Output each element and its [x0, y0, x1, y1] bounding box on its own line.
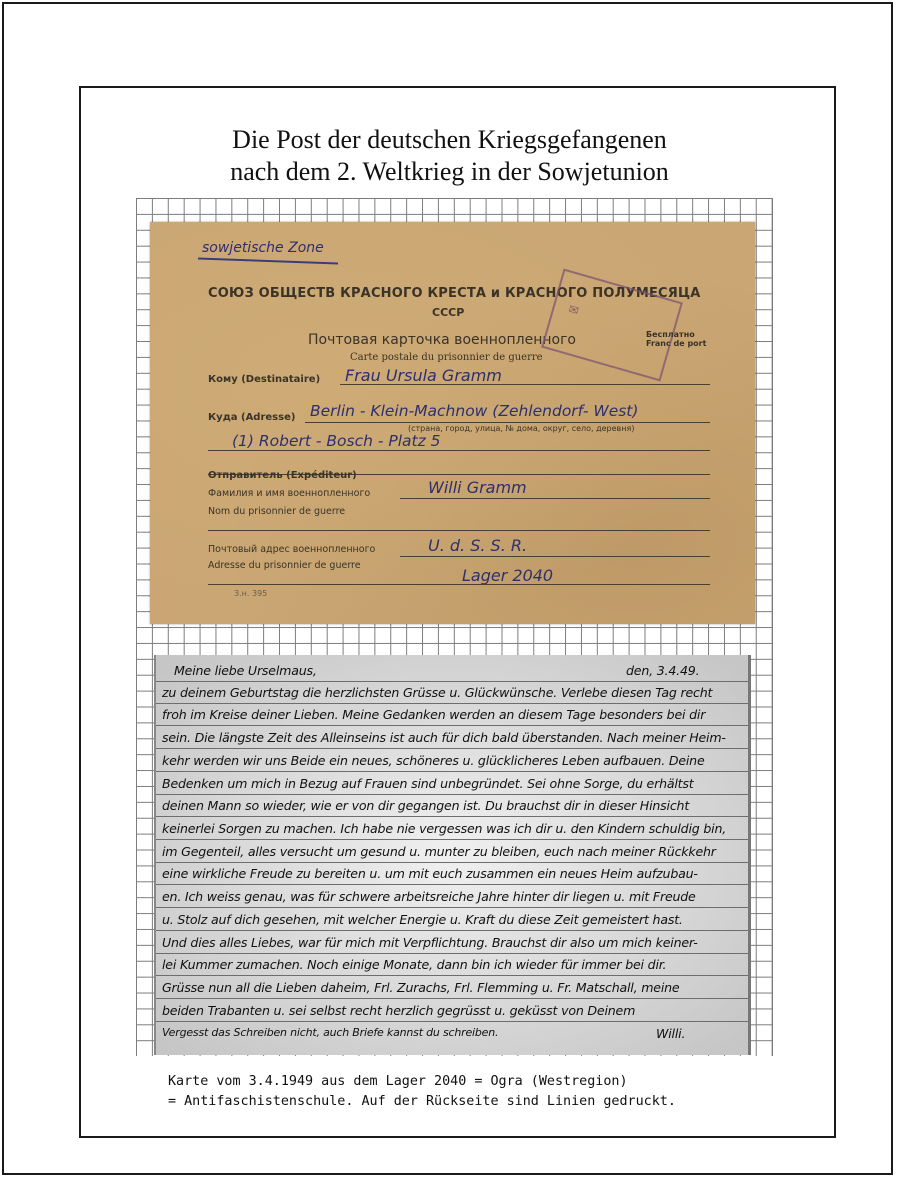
pow-postcard [150, 222, 755, 624]
letter-ruling [156, 975, 748, 976]
zone-note: sowjetische Zone [202, 240, 324, 256]
sender-label: Отправитель (Expéditeur) [208, 470, 357, 481]
letter-ruling [156, 816, 748, 817]
caption [168, 1072, 676, 1112]
letter-line: Und dies alles Liebes, war für mich mit Verpflichtung. Brauchst dir also um mich keiner- [162, 935, 698, 950]
letter-line: eine wirkliche Freude zu bereiten u. um mit euch zusammen ein neues Heim aufzubau- [162, 866, 698, 881]
letter-line: im Gegenteil, alles versucht um gesund u. munter zu bleiben, euch nach meiner Rückkehr [162, 844, 716, 859]
title-line-1: Die Post der deutschen Kriegsgefangenen [232, 125, 667, 154]
letter-line: Bedenken um mich in Bezug auf Frauen sind unbegründet. Sei ohne Sorge, du erhältst [162, 776, 694, 791]
country-header: СССР [432, 306, 465, 319]
letter-ruling [156, 703, 748, 704]
where-hint: (страна, город, улица, № дома, округ, село, деревня) [408, 424, 635, 433]
letter-line: froh im Kreise deiner Lieben. Meine Gedanken werden an diesem Tage besonders bei dir [162, 707, 706, 722]
sender-line [400, 498, 710, 499]
letter-ruling [156, 953, 748, 954]
organization-header: СОЮЗ ОБЩЕСТВ КРАСНОГО КРЕСТА и КРАСНОГО ПОЛУМЕСЯЦА [208, 286, 701, 301]
letter-ruling [156, 725, 748, 726]
letter-ruling [156, 839, 748, 840]
caption-line-1: Karte vom 3.4.1949 aus dem Lager 2040 = Ogra (Westregion) [168, 1074, 628, 1089]
letter-line: en. Ich weiss genau, was für schwere arbeitsreiche Jahre hinter dir liegen u. mit Freude [162, 889, 696, 904]
letter-ruling [156, 884, 748, 885]
letter-ruling [156, 771, 748, 772]
handwritten-letter [154, 655, 751, 1055]
where-line [305, 422, 710, 423]
sender-value: Willi Gramm [428, 478, 527, 497]
sender-name-ru: Фамилия и имя военнопленного [208, 488, 371, 499]
letter-signature: Willi. [656, 1026, 686, 1041]
to-value: Frau Ursula Gramm [345, 366, 502, 385]
letter-date: den, 3.4.49. [626, 663, 700, 678]
letter-line: deinen Mann so wieder, wie er von dir gegangen ist. Du brauchst dir in dieser Hinsicht [162, 798, 690, 813]
caption-line-2: = Antifaschistenschule. Auf der Rückseite sind Linien gedruckt. [168, 1094, 676, 1109]
print-number: З.н. 395 [234, 589, 268, 598]
letter-line: lei Kummer zumachen. Noch einige Monate, dann bin ich wieder für immer bei dir. [162, 957, 667, 972]
sender-line-2 [208, 530, 710, 531]
letter-ruling [156, 998, 748, 999]
letter-line: beiden Trabanten u. sei selbst recht herzlich gegrüsst u. geküsst von Deinem [162, 1003, 636, 1018]
letter-line: kehr werden wir uns Beide ein neues, schöneres u. glücklicheres Leben aufbauen. Deine [162, 753, 705, 768]
page-title [0, 124, 899, 188]
street-line [208, 450, 710, 451]
postal-value-1: U. d. S. S. R. [428, 536, 528, 555]
free-postage-ru: Бесплатно [646, 330, 695, 339]
letter-postscript: Vergesst das Schreiben nicht, auch Briefe kannst du schreiben. [162, 1026, 499, 1039]
to-line [340, 384, 710, 385]
letter-line: sein. Die längste Zeit des Alleinseins ist auch für dich bald überstanden. Nach meiner Heim- [162, 730, 726, 745]
card-title-french: Carte postale du prisonnier de guerre [350, 352, 543, 363]
letter-ruling [156, 748, 748, 749]
letter-ruling [156, 1021, 748, 1022]
letter-line: zu deinem Geburtstag die herzlichsten Grüsse u. Glückwünsche. Verlebe diesen Tag recht [162, 685, 713, 700]
letter-greeting: Meine liebe Urselmaus, [174, 663, 317, 678]
postal-address-fr: Adresse du prisonnier de guerre [208, 560, 361, 571]
letter-ruling [156, 681, 748, 682]
postal-line-1 [400, 556, 710, 557]
where-label: Куда (Adresse) [208, 412, 296, 423]
postal-address-ru: Почтовый адрес военнопленного [208, 544, 376, 555]
letter-ruling [156, 907, 748, 908]
zone-underline [198, 258, 338, 266]
street-value: (1) Robert - Bosch - Platz 5 [232, 432, 441, 450]
letter-ruling [156, 930, 748, 931]
to-label: Кому (Destinataire) [208, 374, 321, 385]
letter-line: u. Stolz auf dich gesehen, mit welcher Energie u. Kraft du diese Zeit gemeistert hast. [162, 912, 683, 927]
title-line-2: nach dem 2. Weltkrieg in der Sowjetunion [230, 157, 669, 186]
sender-name-fr: Nom du prisonnier de guerre [208, 506, 346, 517]
letter-ruling [156, 794, 748, 795]
censor-stamp-mark: ✉ [566, 301, 581, 318]
free-postage-mark [646, 330, 706, 348]
card-title-russian: Почтовая карточка военнопленного [308, 332, 576, 348]
letter-ruling [156, 862, 748, 863]
letter-line: keinerlei Sorgen zu machen. Ich habe nie vergessen was ich dir u. den Kindern schuldig bin, [162, 821, 727, 836]
letter-line: Grüsse nun all die Lieben daheim, Frl. Zurachs, Frl. Flemming u. Fr. Matschall, meine [162, 980, 680, 995]
free-postage-fr: Franc de port [646, 339, 707, 348]
postal-line-2 [208, 584, 710, 585]
postal-value-2: Lager 2040 [462, 566, 554, 585]
where-value: Berlin - Klein-Machnow (Zehlendorf- West) [310, 402, 639, 420]
